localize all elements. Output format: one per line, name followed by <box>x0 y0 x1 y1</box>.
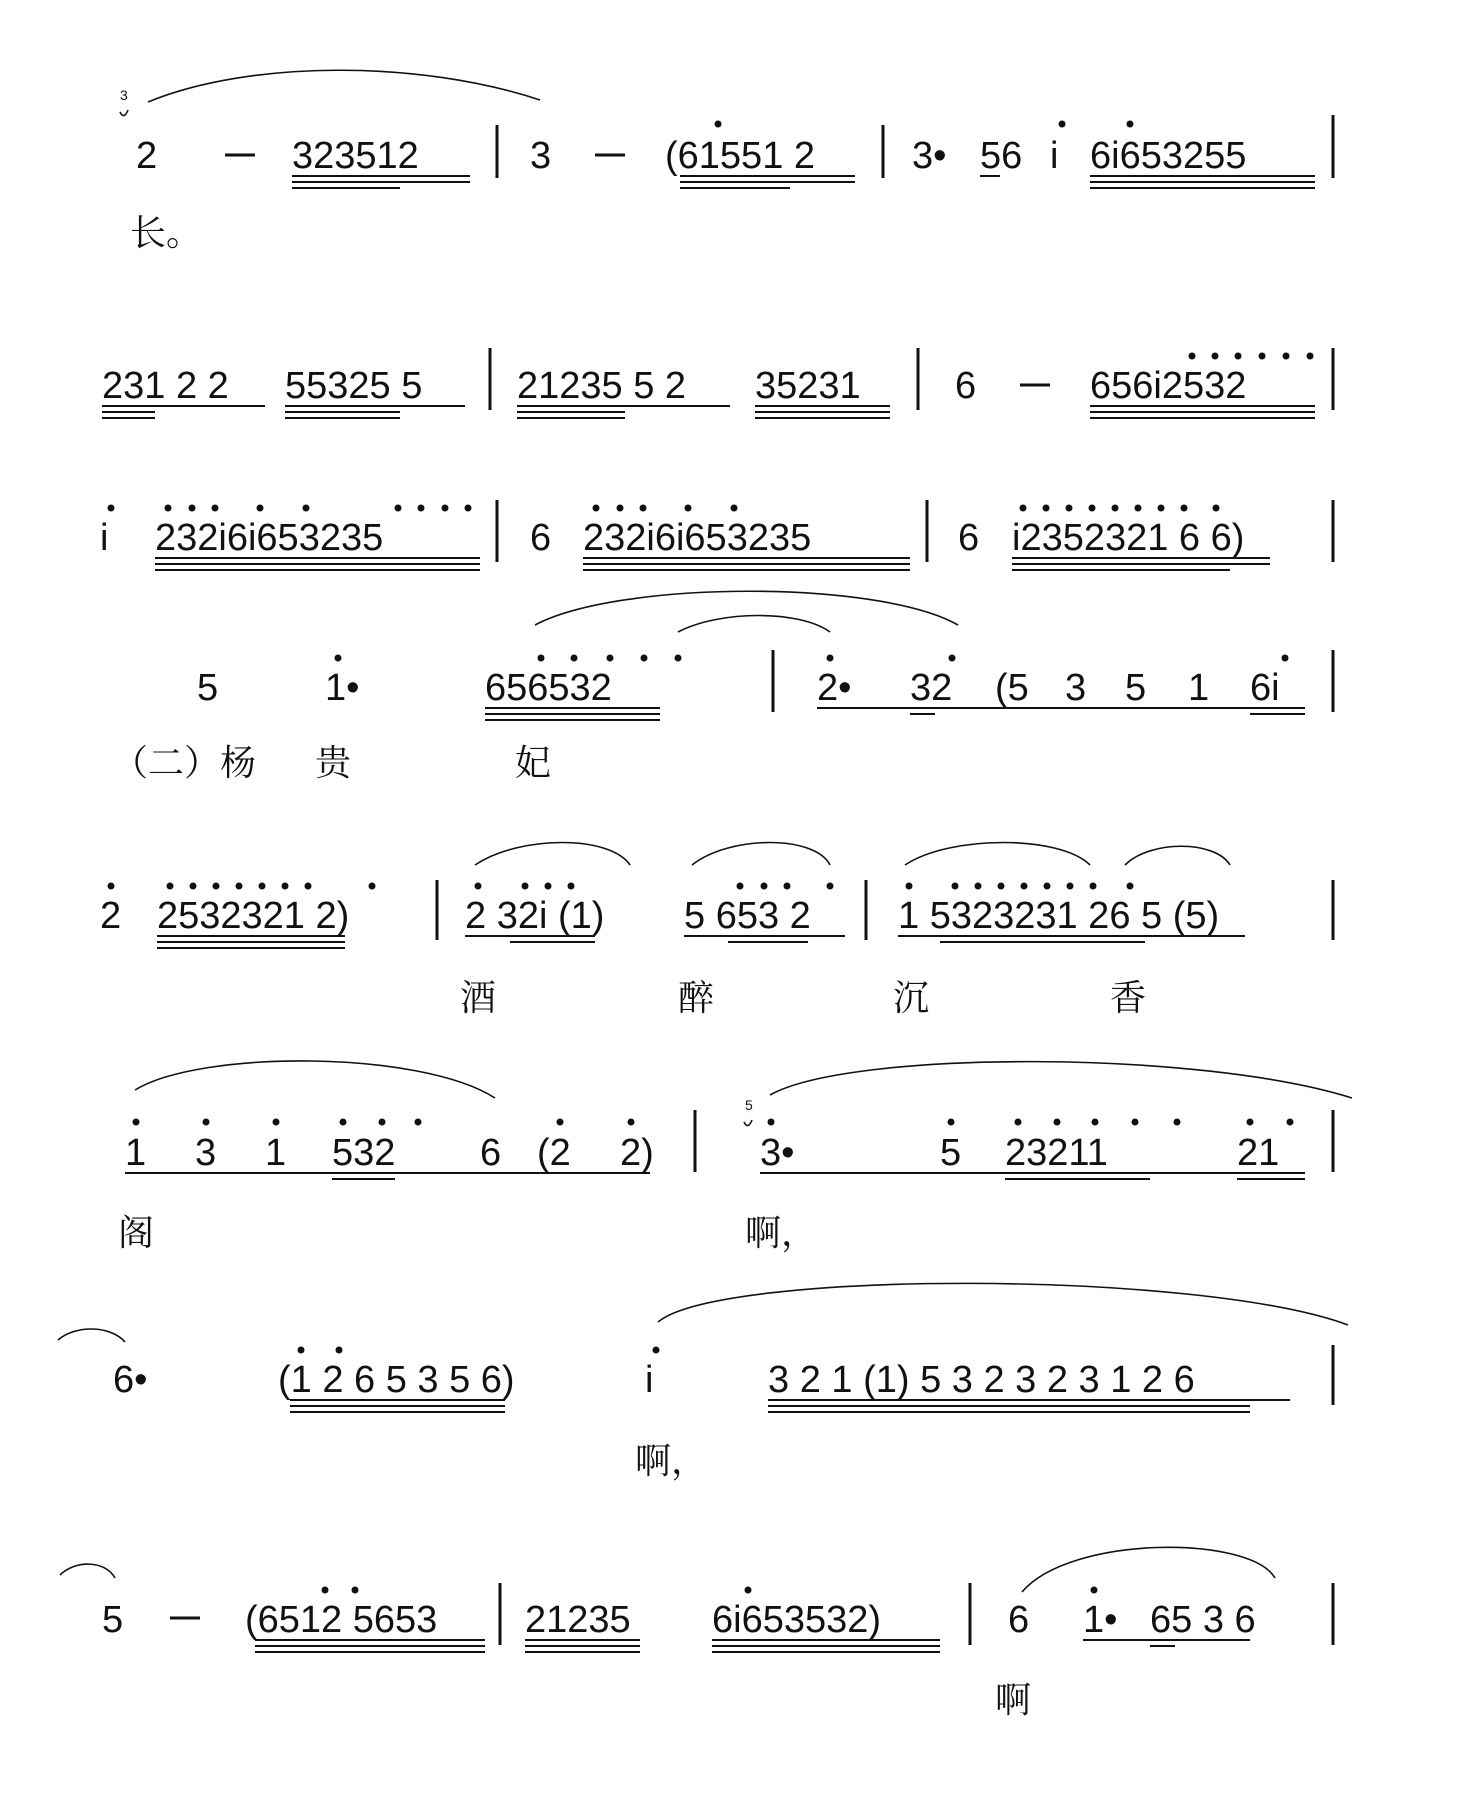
row-1 <box>120 70 1333 254</box>
svg-text:6•: 6• <box>113 1359 148 1401</box>
svg-text:21235 5 2: 21235 5 2 <box>517 365 687 407</box>
svg-text:5 653 2: 5 653 2 <box>684 895 811 937</box>
svg-text:(5: (5 <box>995 667 1029 709</box>
svg-text:3: 3 <box>195 1132 217 1174</box>
row-7 <box>58 1283 1348 1482</box>
lyric: 啊 <box>995 1680 1032 1721</box>
svg-text:(61551 2: (61551 2 <box>665 135 816 177</box>
svg-text:656532: 656532 <box>485 667 612 709</box>
svg-text:656i2532: 656i2532 <box>1090 365 1247 407</box>
svg-text:23211: 23211 <box>1005 1132 1108 1174</box>
svg-text:1•: 1• <box>1083 1599 1118 1641</box>
slur <box>905 843 1090 866</box>
svg-text:2 32i (1): 2 32i (1) <box>465 895 605 937</box>
row-5 <box>100 843 1333 1020</box>
svg-text:3: 3 <box>1065 667 1087 709</box>
svg-text:35231: 35231 <box>755 365 861 407</box>
slur <box>770 1062 1352 1098</box>
svg-text:6: 6 <box>530 517 552 559</box>
svg-text:6: 6 <box>480 1132 502 1174</box>
svg-text:2: 2 <box>100 895 122 937</box>
svg-text:i: i <box>1050 135 1059 177</box>
row-3 <box>100 500 1333 570</box>
row-8 <box>60 1547 1333 1721</box>
svg-text:532: 532 <box>332 1132 396 1174</box>
slur <box>135 1061 495 1098</box>
svg-text:i: i <box>100 517 109 559</box>
svg-text:232i6i653235: 232i6i653235 <box>155 517 384 559</box>
slur <box>148 70 540 102</box>
svg-text:3: 3 <box>530 135 552 177</box>
slur <box>475 843 630 866</box>
slur <box>1125 846 1230 865</box>
row-2 <box>102 348 1333 418</box>
lyric: 啊， <box>635 1441 708 1482</box>
slur <box>1022 1547 1275 1592</box>
svg-text:65 3 6: 65 3 6 <box>1150 1599 1256 1641</box>
svg-text:(6512 5653: (6512 5653 <box>245 1599 438 1641</box>
slur <box>58 1329 125 1342</box>
svg-text:232i6i653235: 232i6i653235 <box>583 517 812 559</box>
lyric: 沉 <box>893 978 930 1019</box>
lyric: 酒 <box>460 978 497 1019</box>
svg-text:i2352321 6 6): i2352321 6 6) <box>1012 517 1245 559</box>
svg-text:56: 56 <box>980 135 1023 177</box>
svg-text:323512: 323512 <box>292 135 419 177</box>
lyric: 啊， <box>745 1213 818 1254</box>
svg-text:1: 1 <box>125 1132 147 1174</box>
svg-text:6i: 6i <box>1250 667 1280 709</box>
svg-text:(2: (2 <box>537 1132 571 1174</box>
svg-text:6: 6 <box>1008 1599 1030 1641</box>
svg-text:21: 21 <box>1237 1132 1280 1174</box>
row-4 <box>112 591 1333 784</box>
lyric: 贵 <box>315 743 352 784</box>
svg-text:5: 5 <box>745 1097 753 1113</box>
svg-text:32: 32 <box>910 667 953 709</box>
svg-text:6i653532): 6i653532) <box>712 1599 882 1641</box>
slur <box>658 1283 1348 1325</box>
row-6 <box>118 1061 1352 1254</box>
lyric: 香 <box>1110 978 1147 1019</box>
svg-text:1: 1 <box>1188 667 1210 709</box>
svg-text:1: 1 <box>265 1132 287 1174</box>
slur <box>678 616 830 633</box>
svg-text:1•: 1• <box>325 667 360 709</box>
slur <box>692 843 830 866</box>
svg-text:2: 2 <box>136 135 158 177</box>
svg-text:3: 3 <box>120 87 128 103</box>
svg-text:i: i <box>645 1359 654 1401</box>
svg-text:5: 5 <box>940 1132 962 1174</box>
svg-text:2): 2) <box>620 1132 654 1174</box>
svg-text:231 2 2: 231 2 2 <box>102 365 229 407</box>
svg-text:5: 5 <box>197 667 219 709</box>
svg-text:(1 2 6 5 3 5 6): (1 2 6 5 3 5 6) <box>278 1359 515 1401</box>
slur <box>60 1564 115 1578</box>
lyric: （二）杨 <box>112 743 257 784</box>
svg-text:6i653255: 6i653255 <box>1090 135 1247 177</box>
svg-text:5: 5 <box>1125 667 1147 709</box>
svg-text:3•: 3• <box>760 1132 795 1174</box>
lyric: 阁 <box>118 1213 155 1254</box>
lyric: 长。 <box>130 213 203 254</box>
svg-text:1 5323231 26 5 (5): 1 5323231 26 5 (5) <box>898 895 1220 937</box>
slur <box>535 591 958 625</box>
lyric: 醉 <box>678 978 715 1019</box>
svg-text:55325 5: 55325 5 <box>285 365 423 407</box>
svg-text:3 2 1 (1) 5 3 2 3 2 3 1 2 6: 3 2 1 (1) 5 3 2 3 2 3 1 2 6 <box>768 1359 1195 1401</box>
svg-text:2•: 2• <box>817 667 852 709</box>
svg-text:21235: 21235 <box>525 1599 631 1641</box>
svg-text:6: 6 <box>958 517 980 559</box>
svg-text:5: 5 <box>102 1599 124 1641</box>
svg-text:6: 6 <box>955 365 977 407</box>
svg-text:2532321 2): 2532321 2) <box>157 895 350 937</box>
svg-text:3•: 3• <box>912 135 947 177</box>
lyric: 妃 <box>515 743 552 784</box>
